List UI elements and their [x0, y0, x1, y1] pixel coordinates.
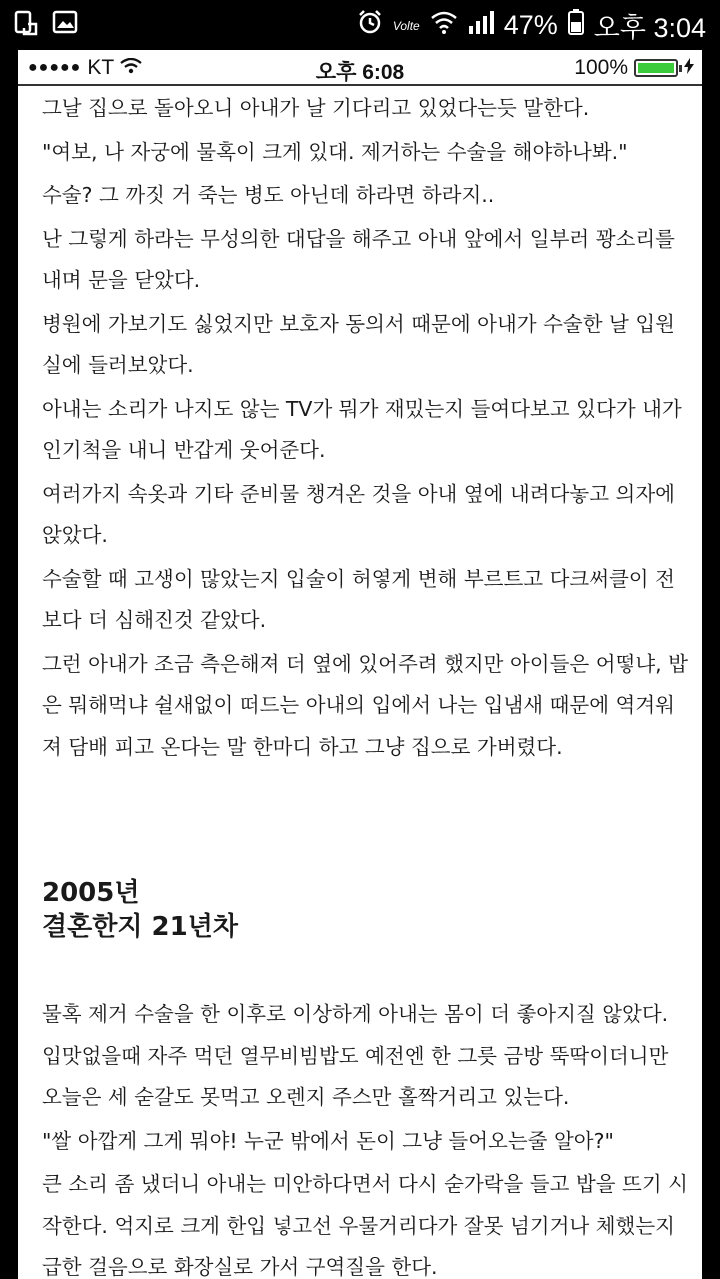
battery-icon [634, 59, 678, 77]
alarm-icon [357, 9, 383, 42]
article-paragraph: 물혹 제거 수술을 한 이후로 이상하게 아내는 몸이 더 좋아지질 않았다. 입맛없을때 자주 먹던 열무비빔밥도 예전엔 한 그릇 금방 뚝딱이더니만 오늘은 세 숟갈도 못먹고 오렌지 주스만 홀짝거리고 있는다. [42, 1002, 669, 1109]
ios-status-bar [18, 50, 702, 86]
ios-battery-percent: 100% [574, 56, 628, 79]
article-paragraph: 그날 집으로 돌아오니 아내가 날 기다리고 있었다는듯 말한다. [42, 96, 590, 120]
screenshot-icon [14, 10, 38, 40]
android-clock: 오후 3:04 [593, 13, 706, 43]
signal-icon [468, 10, 494, 41]
article-paragraph: 큰 소리 좀 냈더니 아내는 미안하다면서 다시 숟가락을 들고 밥을 뜨기 시작한다. 억지로 크게 한입 넣고선 우물거리다가 잘못 넘기거나 체했는지 급한 걸음으로 화장실로 가서 구역질을 한다. [42, 1172, 688, 1279]
article-paragraph: 여러가지 속옷과 기타 준비물 챙겨온 것을 아내 옆에 내려다놓고 의자에 앉았다. [42, 481, 675, 547]
battery-icon [568, 9, 584, 42]
android-status-bar [0, 0, 720, 50]
article-paragraph: 난 그렇게 하라는 무성의한 대답을 해주고 아내 앞에서 일부러 꽝소리를 내며 문을 닫았다. [42, 226, 675, 292]
section-year-heading: 2005년 [42, 878, 140, 908]
article-paragraph: 수술할 때 고생이 많았는지 입술이 허옇게 변해 부르트고 다크써클이 전보다 더 심해진것 같았다. [42, 566, 675, 632]
carrier-name: KT [87, 56, 115, 79]
article-paragraph: "쌀 아깝게 그게 뭐야! 누군 밖에서 돈이 그냥 들어오는줄 알아?" [42, 1128, 614, 1153]
article-paragraph: 아내는 소리가 나지도 않는 TV가 뭐가 재밌는지 들여다보고 있다가 내가 인기척을 내니 반갑게 웃어준다. [42, 396, 682, 462]
wifi-icon [430, 10, 458, 41]
gallery-icon [52, 10, 78, 40]
charging-bolt-icon [684, 56, 694, 80]
signal-dots: ●●●●● [28, 59, 82, 76]
article-paragraph: 그런 아내가 조금 측은해져 더 옆에 있어주려 했지만 아이들은 어떻냐, 밥은 뭐해먹냐 쉴새없이 떠드는 아내의 입에서 나는 입냄새 때문에 역겨워져 담배 피고 온다는 말 한마디 하고 그냥 집으로 가버렸다. [42, 651, 688, 759]
article-paragraph: "여보, 나 자궁에 물혹이 크게 있대. 제거하는 수술을 해야하나봐." [42, 139, 628, 164]
section-subtitle-heading: 결혼한지 21년차 [42, 912, 238, 942]
ios-clock: 오후 6:08 [315, 61, 405, 84]
article-paragraph: 병원에 가보기도 싫었지만 보호자 동의서 때문에 아내가 수술한 날 입원실에 들러보았다. [42, 311, 675, 377]
volte-label: Volte [392, 18, 420, 33]
battery-percent: 47% [503, 10, 558, 40]
article-paragraph: 수술? 그 까짓 거 죽는 병도 아닌데 하라면 하라지.. [42, 183, 495, 207]
article-body [18, 88, 702, 1279]
screenshot-page [18, 50, 702, 1279]
